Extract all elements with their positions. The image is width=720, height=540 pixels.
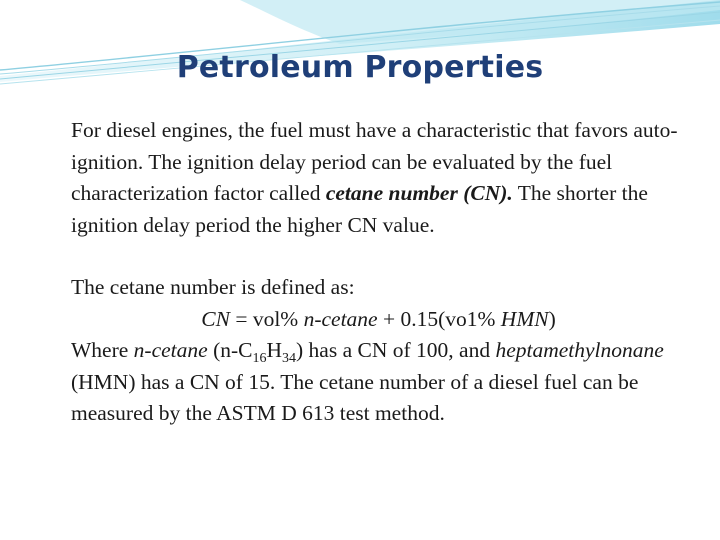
heptamethylnonane-term: heptamethylnonane <box>495 338 664 362</box>
where-start: Where <box>71 338 134 362</box>
where-formula-1: (n-C <box>207 338 253 362</box>
formula-mid: + 0.15(vo1% <box>377 306 501 331</box>
paragraph-formula <box>71 272 686 430</box>
para1-text-start: For diesel engines, the fuel must have a characteristic that favors auto-ignition. The ignition delay period can be evaluated by the fuel characterization factor called <box>71 118 678 205</box>
cetane-formula <box>71 304 686 336</box>
formula-end: ) <box>548 306 556 331</box>
cetane-number-term: cetane number (CN). <box>325 181 513 205</box>
carbon-subscript: 16 <box>252 351 267 366</box>
where-ncetane: n-cetane <box>133 338 208 362</box>
where-formula-3: ) has a CN of 100, and <box>296 338 496 362</box>
paragraph-gap <box>71 241 686 272</box>
hydrogen-subscript: 34 <box>282 351 297 366</box>
para1-text-end: The shorter the ignition delay period the higher CN value. <box>71 181 648 237</box>
formula-intro: The cetane number is defined as: <box>71 275 355 299</box>
formula-eq: = vol% <box>229 306 304 331</box>
where-formula-2: H <box>266 338 283 362</box>
formula-ncetane: n-cetane <box>303 306 378 331</box>
slide-body <box>71 115 686 430</box>
formula-lhs: CN <box>201 306 230 331</box>
formula-hmn: HMN <box>500 306 549 331</box>
slide-title: Petroleum Properties <box>176 50 544 85</box>
where-rest: (HMN) has a CN of 15. The cetane number of a diesel fuel can be measured by the ASTM D 613 test method. <box>71 369 639 425</box>
paragraph-definition <box>71 115 686 241</box>
